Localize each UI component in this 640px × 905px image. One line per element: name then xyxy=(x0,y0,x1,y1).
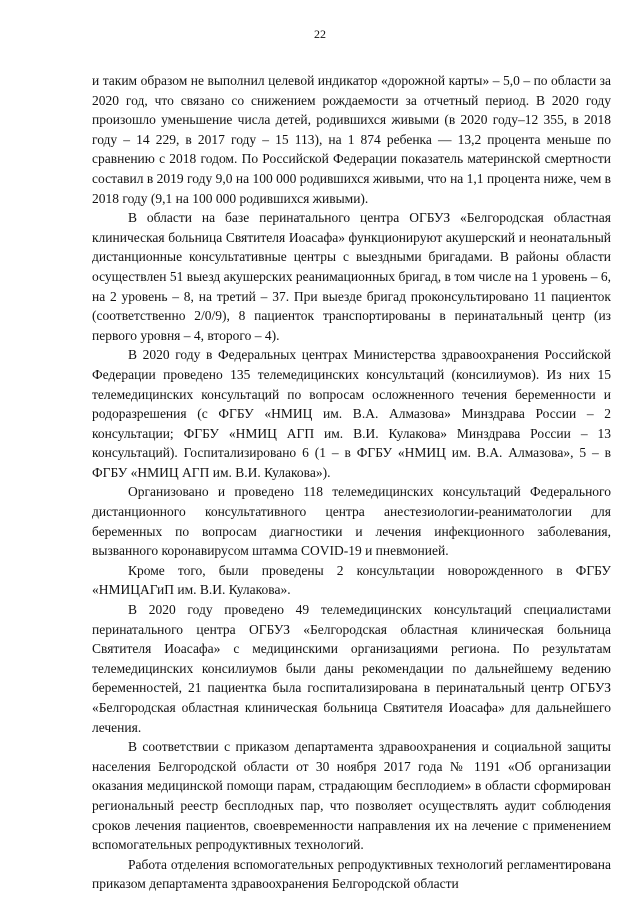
body-text xyxy=(92,71,611,894)
paragraph-4: Организовано и проведено 118 телемедицинских консультаций Федерального дистанционного консультативного центра анестезиологии-реаниматологии для беременных по вопросам диагностики и лечения инфекционного заболевания, вызванного коронавирусом штамма COVID-19 и пневмонией. xyxy=(92,484,611,559)
paragraph-5: Кроме того, были проведены 2 консультации новорожденного в ФГБУ «НМИЦАГиП им. В.И. Кулакова». xyxy=(92,562,611,598)
paragraph-8: Работа отделения вспомогательных репродуктивных технологий регламентирована приказом департамента здравоохранения Белгородской области xyxy=(92,856,611,892)
paragraph-6: В 2020 году проведено 49 телемедицинских консультаций специалистами перинатального центра ОГБУЗ «Белгородская областная клиническая больница Святителя Иоасафа» с медицинскими организациями региона. По результатам телемедицинских консилиумов были даны рекомендации по дальнейшему ведению беременностей, 21 пациентка была госпитализирована в перинатальный центр ОГБУЗ «Белгородская областная клиническая больница Святителя Иоасафа» для дальнейшего лечения. xyxy=(92,602,611,735)
paragraph-7: В соответствии с приказом департамента здравоохранения и социальной защиты населения Белгородской области от 30 ноября 2017 года № 1191 «Об организации оказания медицинской помощи парам, страдающим бесплодием» в области сформирован региональный реестр бесплодных пар, что позволяет осуществлять аудит соблюдения сроков лечения пациентов, своевременности направления их на лечение с применением вспомогательных репродуктивных технологий. xyxy=(92,739,611,853)
paragraph-3: В 2020 году в Федеральных центрах Министерства здравоохранения Российской Федерации проведено 135 телемедицинских консультаций (консилиумов). Из них 15 телемедицинских консультаций по вопросам осложненного течения беременности и родоразрешения (с ФГБУ «НМИЦ им. В.А. Алмазова» Минздрава России – 2 консультации; ФГБУ «НМИЦ АГП им. В.И. Кулакова» Минздрава России – 13 консультаций). Госпитализировано 6 (1 – в ФГБУ «НМИЦ им. В.А. Алмазова», 5 – в ФГБУ «НМИЦ АГП им. В.И. Кулакова»). xyxy=(92,347,611,480)
paragraph-2: В области на базе перинатального центра ОГБУЗ «Белгородская областная клиническая больница Святителя Иоасафа» функционируют акушерский и неонатальный дистанционные консультативные центры с выездными бригадами. В районы области осуществлен 51 выезд акушерских реанимационных бригад, в том числе на 1 уровень – 6, на 2 уровень – 8, на третий – 37. При выезде бригад проконсультировано 11 пациенток (соответственно 2/0/9), 8 пациенток транспортированы в перинатальный центр (из первого уровня – 4, второго – 4). xyxy=(92,210,611,343)
page-number: 22 xyxy=(314,27,326,41)
paragraph-1: и таким образом не выполнил целевой индикатор «дорожной карты» – 5,0 – по области за 2020 год, что связано со снижением рождаемости за отчетный период. В 2020 году произошло уменьшение числа детей, родившихся живыми (в 2020 году–12 355, в 2018 году – 14 229, в 2017 году – 15 113), на 1 874 ребенка — 13,2 процента меньше по сравнению с 2018 годом. По Российской Федерации показатель материнской смертности составил в 2019 году 9,0 на 100 000 родившихся живыми, что на 1,1 процента ниже, чем в 2018 году (9,1 на 100 000 родившихся живыми). xyxy=(92,73,611,206)
